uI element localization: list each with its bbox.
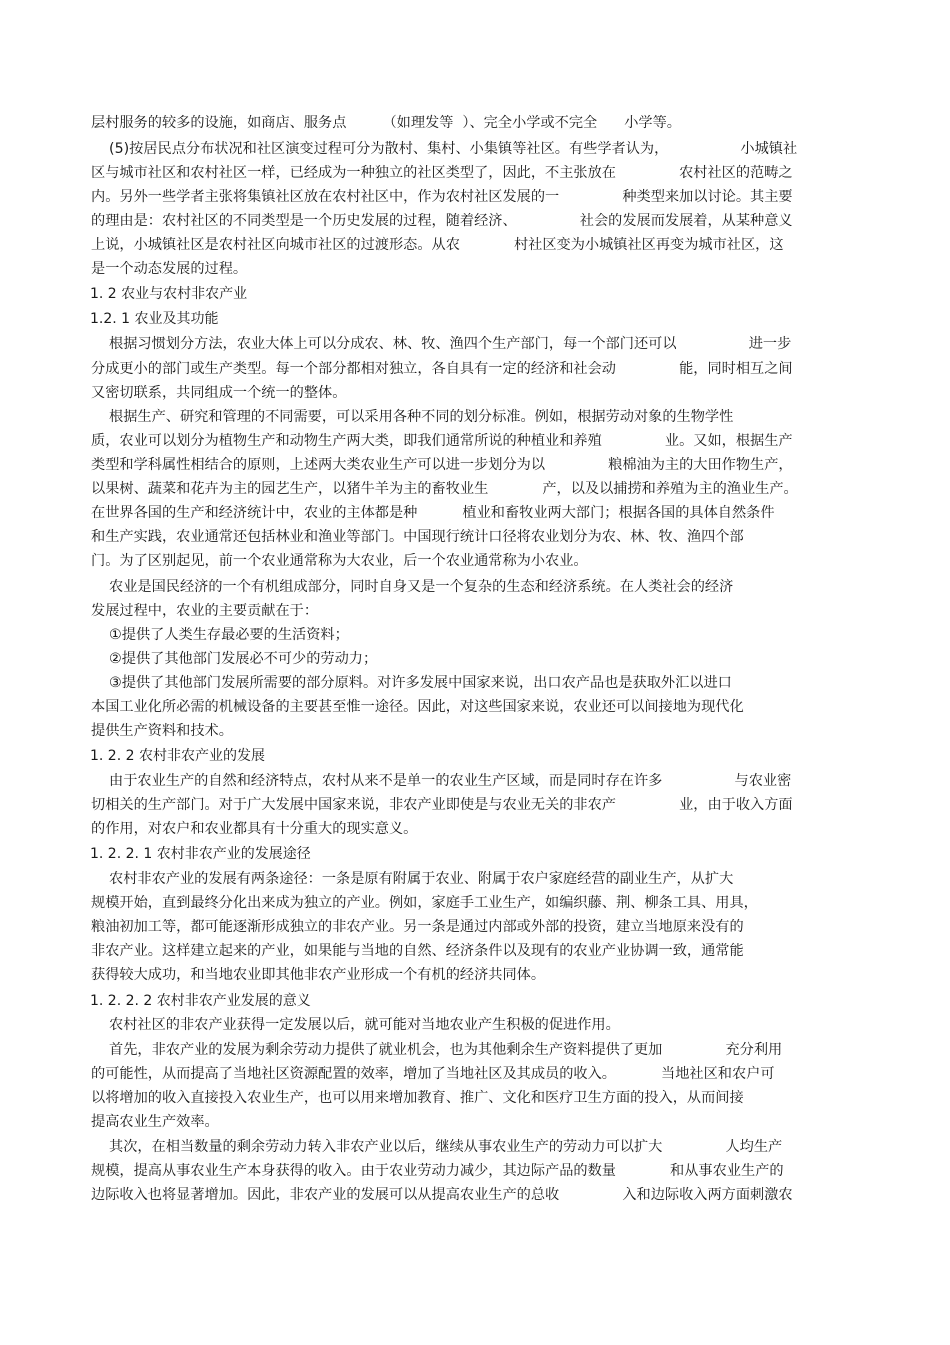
text-line: 和生产实践，农业通常还包括林业和渔业等部门。中国现行统计口径将农业划分为农、林、牧、渔四个部 — [91, 529, 744, 545]
text-line: 是一个动态发展的过程。 — [91, 261, 248, 277]
text-line: 门。为了区别起见，前一个农业通常称为大农业，后一个农业通常称为小农业。 — [91, 553, 588, 569]
text-line: 的可能性，从而提高了当地社区资源配置的效率，增加了当地社区及其成员的收入。 当地社区和农户可 — [91, 1066, 775, 1082]
text-line: ②提供了其他部门发展必不可少的劳动力； — [91, 651, 378, 667]
text-line: 在世界各国的生产和经济统计中，农业的主体都是种 植业和畜牧业两大部门；根据各国的具体自然条件 — [91, 505, 775, 521]
text-line: 区与城市社区和农村社区一样，已经成为一种独立的社区类型了，因此，不主张放在 农村社区的范畴之 — [91, 165, 793, 181]
text-line: 根据生产、研究和管理的不同需要，可以采用各种不同的划分标准。例如，根据劳动对象的生物学性 — [91, 409, 734, 425]
section-heading: 1.2. 1 农业及其功能 — [90, 311, 219, 327]
section-heading: 1. 2 农业与农村非农产业 — [90, 286, 248, 302]
text-line: 本国工业化所必需的机械设备的主要甚至惟一途径。因此，对这些国家来说，农业还可以间接地为现代化 — [91, 699, 744, 715]
text-line: 质，农业可以划分为植物生产和动物生产两大类，即我们通常所说的种植业和养殖 业。又如，根据生产 — [91, 433, 793, 449]
section-heading: 1. 2. 2. 2 农村非农产业发展的意义 — [90, 993, 311, 1009]
text-line: 以果树、蔬菜和花卉为主的园艺生产，以猪牛羊为主的畜牧业生 产，以及以捕捞和养殖为主的渔业生产。 — [91, 481, 798, 497]
text-line: 其次，在相当数量的剩余劳动力转入非农产业以后，继续从事农业生产的劳动力可以扩大 人均生产 — [91, 1139, 783, 1155]
text-line: 层村服务的较多的设施，如商店、服务点 （如理发等 ）、完全小学或不完全 小学等。 — [91, 115, 681, 131]
text-line: 农村非农产业的发展有两条途径：一条是原有附属于农业、附属于农户家庭经营的副业生产，从扩大 — [91, 871, 734, 887]
section-heading: 1. 2. 2. 1 农村非农产业的发展途径 — [90, 846, 311, 862]
text-line: (5)按居民点分布状况和社区演变过程可分为散村、集村、小集镇等社区。有些学者认为， 小城镇社 — [91, 141, 798, 157]
text-line: 规模，提高从事农业生产本身获得的收入。由于农业劳动力减少，其边际产品的数量 和从事农业生产的 — [91, 1163, 784, 1179]
section-heading: 1. 2. 2 农村非农产业的发展 — [90, 748, 265, 764]
text-line: 内。另外一些学者主张将集镇社区放在农村社区中，作为农村社区发展的一 种类型来加以讨论。其主要 — [91, 189, 793, 205]
text-line: 农村社区的非农产业获得一定发展以后，就可能对当地农业产生积极的促进作用。 — [91, 1017, 620, 1033]
text-line: 由于农业生产的自然和经济特点，农村从来不是单一的农业生产区域，而是同时存在许多 与农业密 — [91, 773, 792, 789]
text-line: ①提供了人类生存最必要的生活资料； — [91, 627, 349, 643]
text-line: 的作用，对农户和农业都具有十分重大的现实意义。 — [91, 821, 418, 837]
text-line: 根据习惯划分方法，农业大体上可以分成农、林、牧、渔四个生产部门，每一个部门还可以 进一步 — [91, 336, 792, 352]
text-line: 的理由是：农村社区的不同类型是一个历史发展的过程，随着经济、 社会的发展而发展着，从某种意义 — [91, 213, 793, 229]
text-line: 分成更小的部门或生产类型。每一个部分都相对独立，各自具有一定的经济和社会动 能，同时相互之间 — [91, 361, 793, 377]
text-line: 边际收入也将显著增加。因此，非农产业的发展可以从提高农业生产的总收 入和边际收入两方面刺激农 — [91, 1187, 793, 1203]
text-line: 获得较大成功，和当地农业即其他非农产业形成一个有机的经济共同体。 — [91, 967, 546, 983]
text-line: 类型和学科属性相结合的原则，上述两大类农业生产可以进一步划分为以 粮棉油为主的大田作物生产， — [91, 457, 793, 473]
text-line: 提高农业生产效率。 — [91, 1114, 219, 1130]
text-line: 发展过程中，农业的主要贡献在于： — [91, 603, 319, 619]
text-line: 又密切联系，共同组成一个统一的整体。 — [91, 385, 347, 401]
text-line: 以将增加的收入直接投入农业生产，也可以用来增加教育、推广、文化和医疗卫生方面的投入，从而间接 — [91, 1090, 744, 1106]
text-line: 农业是国民经济的一个有机组成部分，同时自身又是一个复杂的生态和经济系统。在人类社会的经济 — [91, 579, 734, 595]
text-line: 提供生产资料和技术。 — [91, 723, 233, 739]
text-line: 粮油初加工等，都可能逐渐形成独立的非农产业。另一条是通过内部或外部的投资，建立当地原来没有的 — [91, 919, 744, 935]
text-line: 非农产业。这样建立起来的产业，如果能与当地的自然、经济条件以及现有的农业产业协调一致，通常能 — [91, 943, 744, 959]
text-line: 切相关的生产部门。对于广大发展中国家来说，非农产业即使是与农业无关的非农产 业，由于收入方面 — [91, 797, 793, 813]
text-line: 上说，小城镇社区是农村社区向城市社区的过渡形态。从农 村社区变为小城镇社区再变为城市社区，这 — [91, 237, 784, 253]
text-line: ③提供了其他部门发展所需要的部分原料。对许多发展中国家来说，出口农产品也是获取外汇以进口 — [91, 675, 732, 691]
text-line: 规模开始，直到最终分化出来成为独立的产业。例如，家庭手工业生产，如编织藤、荆、柳条工具、用具， — [91, 895, 758, 911]
text-line: 首先，非农产业的发展为剩余劳动力提供了就业机会，也为其他剩余生产资料提供了更加 充分利用 — [91, 1042, 783, 1058]
